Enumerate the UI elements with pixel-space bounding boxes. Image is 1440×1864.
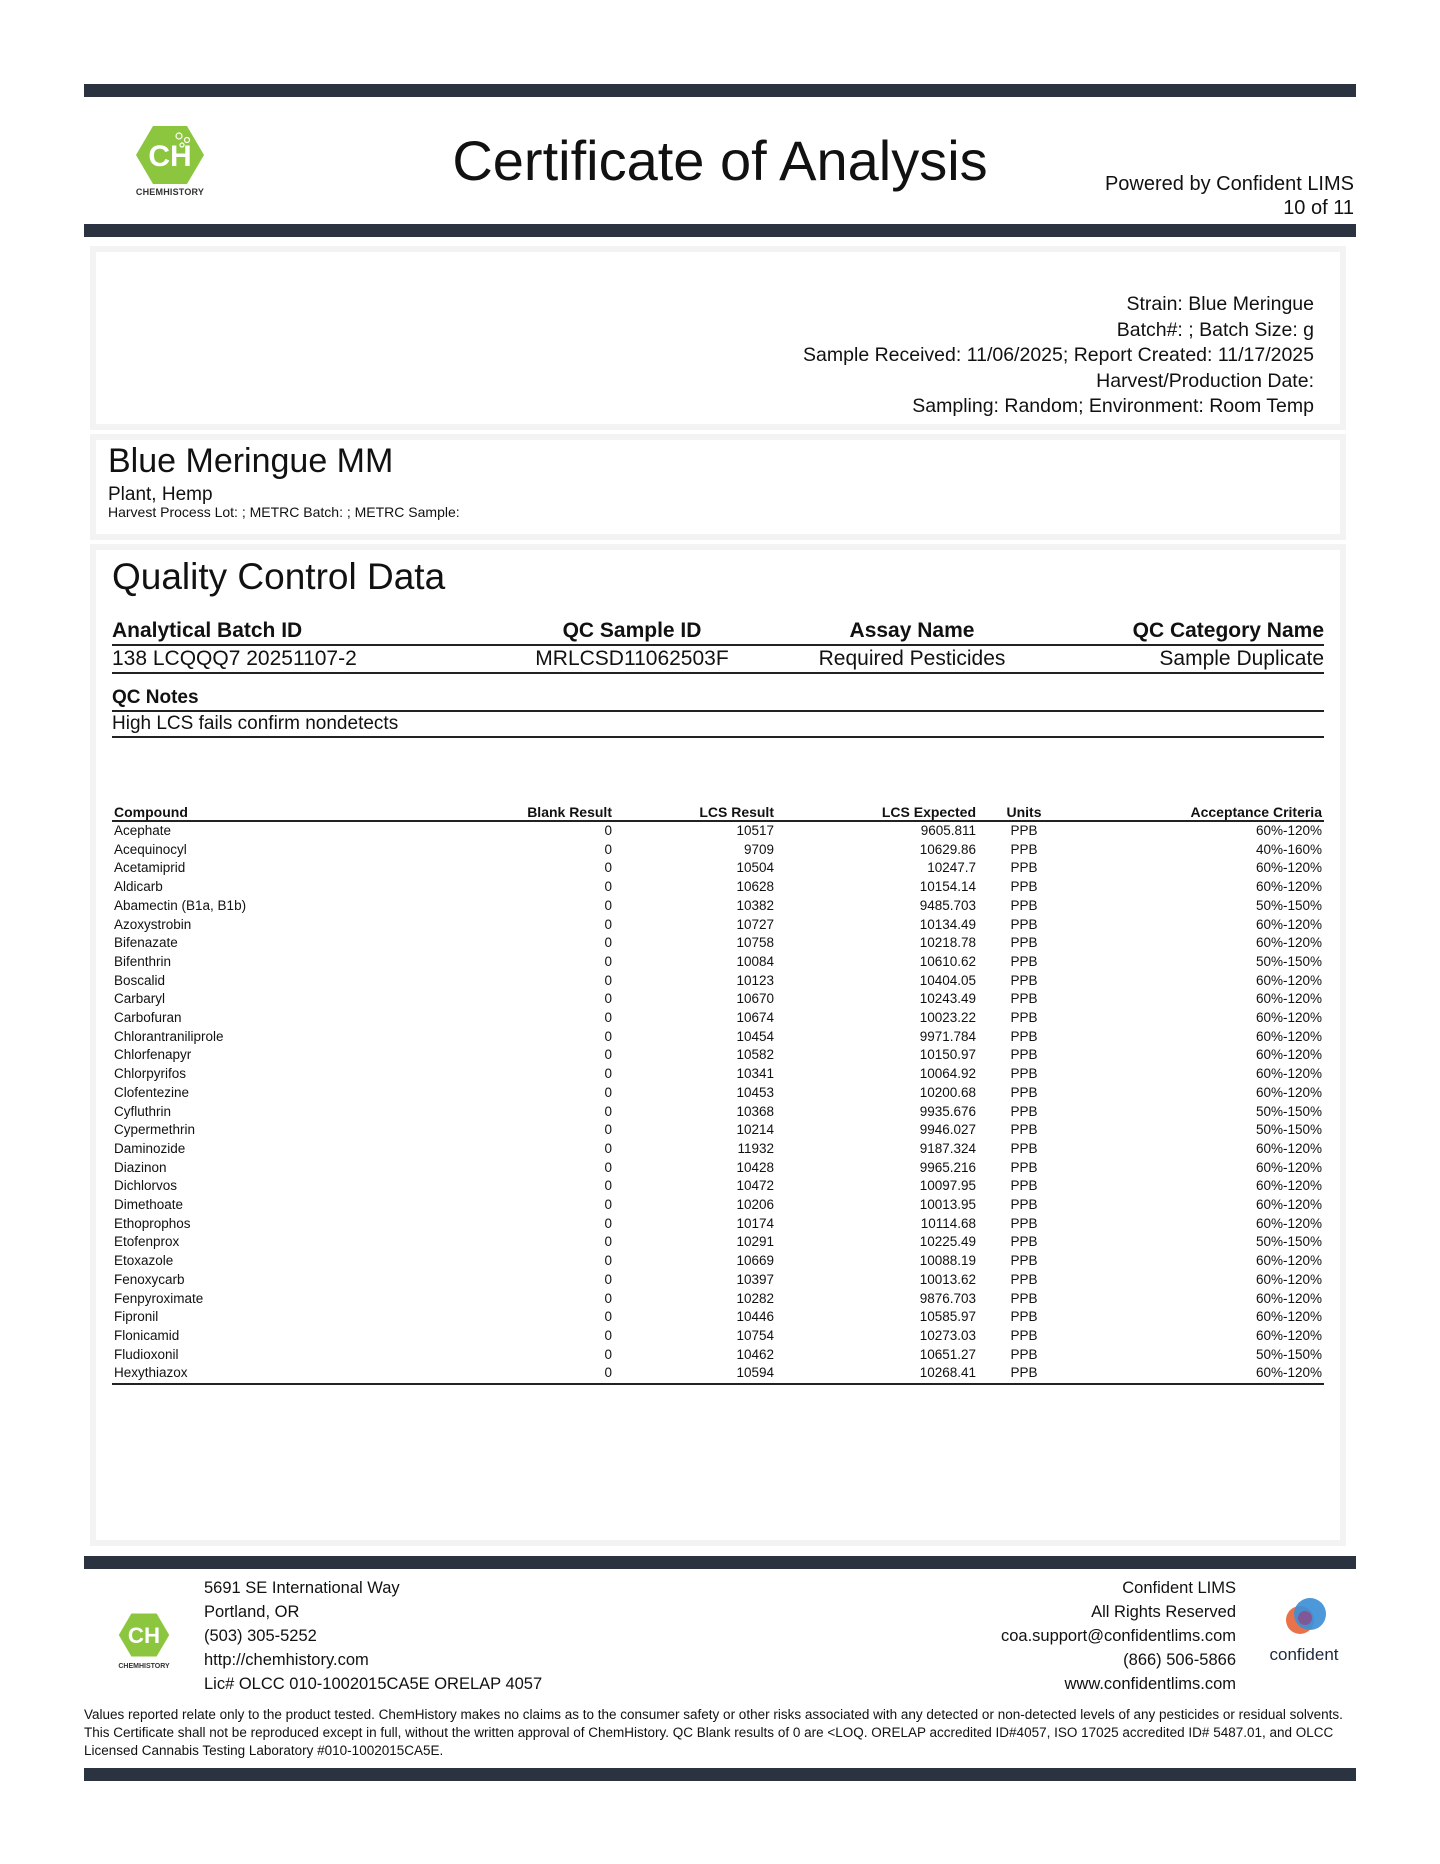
compound-cell: Etofenprox (114, 1234, 180, 1250)
acceptance-cell: 60%-120% (1255, 860, 1322, 876)
lcs-expected-cell: 10585.97 (919, 1309, 976, 1325)
blank-result-cell: 0 (604, 1010, 612, 1026)
table-row (112, 990, 1324, 1009)
col-batch-id: Analytical Batch ID (112, 619, 303, 642)
svg-text:CH: CH (127, 1623, 161, 1649)
confident-rights: All Rights Reserved (1091, 1603, 1236, 1621)
acceptance-cell: 60%-120% (1255, 1159, 1322, 1175)
acceptance-cell: 60%-120% (1255, 1066, 1322, 1082)
lcs-result-cell: 10670 (736, 991, 774, 1007)
acceptance-cell: 60%-120% (1255, 1010, 1322, 1026)
lcs-result-cell: 10341 (736, 1066, 774, 1082)
table-row (112, 1121, 1324, 1140)
qc-notes-text: High LCS fails confirm nondetects (112, 712, 1324, 738)
lcs-expected-cell: 9605.811 (920, 823, 976, 838)
lcs-result-cell: 10214 (736, 1122, 774, 1138)
lcs-expected-cell: 9876.703 (919, 1290, 976, 1306)
blank-result-cell: 0 (604, 1346, 612, 1362)
assay-name-value: Required Pesticides (818, 647, 1006, 670)
qc-notes (112, 686, 1324, 738)
lcs-expected-cell: 10023.22 (919, 1010, 976, 1026)
col-units: Units (978, 804, 1070, 821)
acceptance-cell: 40%-160% (1255, 841, 1322, 857)
blank-result-cell: 0 (604, 1290, 612, 1306)
lcs-result-cell: 10582 (736, 1047, 774, 1063)
table-row (112, 1046, 1324, 1065)
compound-cell: Abamectin (B1a, B1b) (114, 897, 247, 913)
confident-logo-icon (1278, 1594, 1330, 1638)
table-row (112, 1290, 1324, 1309)
compound-cell: Etoxazole (114, 1253, 174, 1269)
lcs-result-cell: 10454 (736, 1028, 774, 1044)
compound-cell: Fipronil (114, 1309, 159, 1325)
lcs-expected-cell: 10154.14 (919, 879, 976, 895)
compound-cell: Cypermethrin (114, 1122, 196, 1138)
blank-result-cell: 0 (604, 823, 612, 838)
lcs-result-cell: 10758 (736, 935, 774, 951)
lcs-result-cell: 10628 (736, 879, 774, 895)
lcs-expected-cell: 10013.62 (919, 1271, 976, 1287)
lcs-expected-cell: 10097.95 (919, 1178, 976, 1194)
blank-result-cell: 0 (604, 1178, 612, 1194)
compound-cell: Flonicamid (114, 1327, 180, 1343)
acceptance-cell: 60%-120% (1255, 823, 1322, 838)
units-cell: PPB (1010, 1346, 1038, 1362)
units-cell: PPB (1010, 1309, 1038, 1325)
blank-result-cell: 0 (604, 1234, 612, 1250)
acceptance-cell: 60%-120% (1255, 1047, 1322, 1063)
compound-cell: Acetamiprid (114, 860, 186, 876)
blank-result-cell: 0 (604, 841, 612, 857)
blank-result-cell: 0 (604, 1271, 612, 1287)
top-bar (84, 84, 1356, 97)
acceptance-cell: 60%-120% (1255, 1140, 1322, 1156)
lcs-result-cell: 10382 (736, 897, 774, 913)
lcs-expected-cell: 9187.324 (919, 1140, 976, 1156)
table-row (112, 841, 1324, 860)
lab-phone: (503) 305-5252 (204, 1627, 317, 1645)
units-cell: PPB (1010, 991, 1038, 1007)
units-cell: PPB (1010, 1103, 1038, 1119)
blank-result-cell: 0 (604, 1028, 612, 1044)
compound-cell: Bifenthrin (114, 953, 172, 969)
compound-cell: Dichlorvos (114, 1178, 178, 1194)
units-cell: PPB (1010, 1253, 1038, 1269)
page-title: Certificate of Analysis (452, 129, 988, 192)
units-cell: PPB (1010, 1271, 1038, 1287)
lcs-expected-cell: 10200.68 (919, 1084, 976, 1100)
disclaimer: Values reported relate only to the product tested. ChemHistory makes no claims as to the consumer safety or other risks associated with any detected or non-detected levels of any pesticides or residual solvents. This Certificate shall not be reproduced except in full, without the written approval of ChemHistory. QC Blank results of 0 are <LOQ. ORELAP accredited ID#4057, ISO 17025 accredited ID# 5487.01, and OLCC Licensed Cannabis Testing Laboratory #010-1002015CA5E. (84, 1707, 1343, 1758)
units-cell: PPB (1010, 1122, 1038, 1138)
product-type: Plant, Hemp (108, 484, 213, 505)
logo-text: CHEMHISTORY (135, 187, 205, 197)
blank-result-cell: 0 (604, 879, 612, 895)
footer-logo-icon (118, 1612, 170, 1658)
compound-cell: Acephate (114, 823, 172, 838)
table-row (112, 1215, 1324, 1234)
acceptance-cell: 60%-120% (1255, 991, 1322, 1007)
confident-logo-text: confident (1269, 1645, 1339, 1664)
lcs-result-cell: 10669 (736, 1253, 774, 1269)
acceptance-cell: 60%-120% (1255, 879, 1322, 895)
svg-text:CH: CH (148, 140, 192, 173)
table-row (112, 1271, 1324, 1290)
qc-category-value: Sample Duplicate (1159, 647, 1324, 670)
footer-logo-text: CHEMHISTORY (118, 1663, 170, 1670)
blank-result-cell: 0 (604, 1253, 612, 1269)
table-row (112, 1233, 1324, 1252)
product-lot: Harvest Process Lot: ; METRC Batch: ; METRC Sample: (108, 504, 460, 520)
units-cell: PPB (1010, 1084, 1038, 1100)
lcs-result-cell: 10504 (736, 860, 774, 876)
col-assay-name: Assay Name (849, 619, 975, 642)
lcs-expected-cell: 9935.676 (919, 1103, 976, 1119)
lcs-result-cell: 10727 (736, 916, 774, 932)
batch-id-value: 138 LCQQQ7 20251107-2 (112, 647, 357, 670)
compound-cell: Boscalid (114, 972, 166, 988)
table-row (112, 1084, 1324, 1103)
lcs-expected-cell: 9485.703 (919, 897, 976, 913)
lcs-result-cell: 10594 (614, 1364, 776, 1384)
lcs-result-cell: 10084 (736, 953, 774, 969)
units-cell: PPB (1010, 1028, 1038, 1044)
lcs-result-cell: 10123 (736, 972, 774, 988)
blank-result-cell: 0 (604, 1140, 612, 1156)
compound-cell: Aldicarb (114, 879, 163, 895)
table-header-row (112, 804, 1324, 821)
col-qc-category: QC Category Name (1132, 619, 1324, 642)
acceptance-cell: 50%-150% (1255, 1234, 1322, 1250)
units-cell: PPB (1010, 897, 1038, 913)
units-cell: PPB (1010, 1234, 1038, 1250)
units-cell: PPB (1010, 860, 1038, 876)
units-cell: PPB (1010, 841, 1038, 857)
compound-cell: Diazinon (114, 1159, 167, 1175)
compound-table (112, 804, 1324, 1385)
qc-notes-label: QC Notes (112, 686, 1324, 712)
lcs-result-cell: 10397 (736, 1271, 774, 1287)
table-row (112, 1327, 1324, 1346)
lcs-expected-cell: 9946.027 (919, 1122, 976, 1138)
col-qc-sample-id: QC Sample ID (562, 619, 702, 642)
qc-summary (112, 618, 1324, 674)
lcs-expected-cell: 10225.49 (919, 1234, 976, 1250)
footer-bar (84, 1556, 1356, 1569)
lcs-expected-cell: 10114.68 (920, 1215, 976, 1231)
lcs-expected-cell: 10651.27 (919, 1346, 976, 1362)
harvest-date: Harvest/Production Date: (1096, 369, 1314, 392)
units-cell: PPB (1010, 972, 1038, 988)
compound-cell: Azoxystrobin (114, 916, 192, 932)
table-row (112, 1159, 1324, 1178)
lcs-expected-cell: 10013.95 (919, 1197, 976, 1213)
table-row (112, 1140, 1324, 1159)
units-cell: PPB (1010, 1066, 1038, 1082)
units-cell: PPB (1010, 935, 1038, 951)
blank-result-cell: 0 (604, 1197, 612, 1213)
acceptance-cell: 50%-150% (1255, 897, 1322, 913)
compound-cell: Cyfluthrin (114, 1103, 172, 1119)
compound-cell: Dimethoate (114, 1197, 184, 1213)
units-cell: PPB (1010, 1215, 1038, 1231)
compound-table-body (112, 821, 1324, 1384)
blank-result-cell: 0 (604, 1066, 612, 1082)
blank-result-cell: 0 (604, 972, 612, 988)
sample-meta (803, 292, 1314, 420)
col-acceptance: Acceptance Criteria (1070, 804, 1324, 821)
confident-phone: (866) 506-5866 (1123, 1651, 1236, 1669)
confident-email-link[interactable]: coa.support@confidentlims.com (1000, 1627, 1236, 1645)
acceptance-cell: 50%-150% (1255, 953, 1322, 969)
acceptance-cell: 50%-150% (1255, 1346, 1322, 1362)
lcs-expected-cell: 10404.05 (919, 972, 976, 988)
compound-cell: Clofentezine (114, 1084, 190, 1100)
lcs-result-cell: 10462 (736, 1346, 774, 1362)
confident-website-link[interactable]: www.confidentlims.com (1064, 1675, 1236, 1693)
table-row (112, 1028, 1324, 1047)
powered-by-text: Powered by Confident LIMS (1104, 173, 1354, 195)
bottom-bar (84, 1768, 1356, 1781)
lcs-result-cell: 9709 (743, 841, 774, 857)
lcs-result-cell: 10674 (736, 1010, 774, 1026)
acceptance-cell: 60%-120% (1070, 1364, 1324, 1384)
blank-result-cell: 0 (604, 1122, 612, 1138)
table-row (112, 1196, 1324, 1215)
units-cell: PPB (1010, 823, 1038, 838)
blank-result-cell: 0 (604, 1215, 612, 1231)
units-cell: PPB (1010, 1140, 1038, 1156)
qc-summary-values (112, 646, 1324, 674)
lcs-expected-cell: 10629.86 (919, 841, 976, 857)
blank-result-cell: 0 (500, 1364, 614, 1384)
table-row (112, 972, 1324, 991)
blank-result-cell: 0 (604, 1103, 612, 1119)
sampling: Sampling: Random; Environment: Room Temp (912, 395, 1314, 417)
lcs-result-cell: 10517 (736, 823, 774, 838)
product-name: Blue Meringue MM (108, 442, 394, 480)
lcs-expected-cell: 10134.49 (919, 916, 976, 932)
units-cell: PPB (1010, 1010, 1038, 1026)
address-line: Portland, OR (204, 1603, 300, 1621)
confident-info (1001, 1576, 1236, 1696)
table-row (112, 1177, 1324, 1196)
acceptance-cell: 60%-120% (1255, 935, 1322, 951)
acceptance-cell: 60%-120% (1255, 1084, 1322, 1100)
lcs-expected-cell: 10218.78 (919, 935, 976, 951)
lcs-result-cell: 10291 (736, 1234, 774, 1250)
acceptance-cell: 50%-150% (1255, 1103, 1322, 1119)
units-cell: PPB (1010, 1327, 1038, 1343)
confident-name: Confident LIMS (1122, 1579, 1236, 1597)
lcs-expected-cell: 10088.19 (919, 1253, 976, 1269)
compound-cell: Fludioxonil (114, 1346, 179, 1362)
table-row (112, 1065, 1324, 1084)
acceptance-cell: 60%-120% (1255, 1290, 1322, 1306)
table-row (112, 1252, 1324, 1271)
blank-result-cell: 0 (604, 991, 612, 1007)
lab-address (204, 1576, 542, 1696)
compound-cell: Chlorpyrifos (114, 1066, 187, 1082)
compound-cell: Fenoxycarb (114, 1271, 185, 1287)
acceptance-cell: 60%-120% (1255, 1178, 1322, 1194)
lcs-result-cell: 10453 (736, 1084, 774, 1100)
units-cell: PPB (1010, 916, 1038, 932)
lcs-expected-cell: 10268.41 (776, 1364, 978, 1384)
qc-title: Quality Control Data (112, 556, 446, 597)
units-cell: PPB (1010, 1290, 1038, 1306)
compound-cell: Fenpyroximate (114, 1290, 204, 1306)
qc-summary-header (112, 618, 1324, 646)
table-row (112, 821, 1324, 841)
lcs-result-cell: 10446 (736, 1309, 774, 1325)
blank-result-cell: 0 (604, 953, 612, 969)
table-row (112, 1346, 1324, 1365)
table-row (112, 1364, 1324, 1384)
acceptance-cell: 60%-120% (1255, 1327, 1322, 1343)
acceptance-cell: 60%-120% (1255, 916, 1322, 932)
compound-cell: Chlorantraniliprole (114, 1028, 224, 1044)
units-cell: PPB (1010, 879, 1038, 895)
footer-chemhistory-logo (114, 1612, 174, 1670)
lcs-result-cell: 10472 (736, 1178, 774, 1194)
table-row (112, 1103, 1324, 1122)
blank-result-cell: 0 (604, 1084, 612, 1100)
col-lcs-expected: LCS Expected (776, 804, 978, 821)
table-row (112, 953, 1324, 972)
page-number: 10 of 11 (1283, 197, 1354, 219)
blank-result-cell: 0 (604, 860, 612, 876)
address-line: 5691 SE International Way (204, 1579, 400, 1597)
table-row (112, 1308, 1324, 1327)
compound-cell: Carbaryl (114, 991, 166, 1007)
batch: Batch#: ; Batch Size: g (1116, 318, 1314, 341)
blank-result-cell: 0 (604, 1047, 612, 1063)
lcs-expected-cell: 10610.62 (919, 953, 976, 969)
blank-result-cell: 0 (604, 935, 612, 951)
dates: Sample Received: 11/06/2025; Report Created: 11/17/2025 (803, 344, 1314, 366)
table-row (112, 897, 1324, 916)
lcs-expected-cell: 10064.92 (919, 1066, 976, 1082)
qc-panel (96, 550, 1340, 1540)
acceptance-cell: 50%-150% (1255, 1122, 1322, 1138)
product-panel (96, 440, 1340, 534)
units-cell: PPB (1010, 1047, 1038, 1063)
acceptance-cell: 60%-120% (1255, 972, 1322, 988)
lcs-expected-cell: 10150.97 (919, 1047, 976, 1063)
blank-result-cell: 0 (604, 1159, 612, 1175)
units-cell: PPB (1010, 1178, 1038, 1194)
lcs-result-cell: 10174 (736, 1215, 774, 1231)
table-row (112, 1009, 1324, 1028)
lcs-result-cell: 10368 (736, 1103, 774, 1119)
lab-website-link[interactable]: http://chemhistory.com (204, 1651, 369, 1669)
table-row (112, 916, 1324, 935)
col-lcs-result: LCS Result (614, 804, 776, 821)
col-compound: Compound (112, 804, 500, 821)
lcs-expected-cell: 10247.7 (927, 860, 976, 876)
compound-cell: Ethoprophos (114, 1215, 191, 1231)
blank-result-cell: 0 (604, 916, 612, 932)
qc-sample-id-value: MRLCSD11062503F (535, 647, 729, 670)
units-cell: PPB (1010, 1159, 1038, 1175)
header-bar (84, 224, 1356, 237)
acceptance-cell: 60%-120% (1255, 1253, 1322, 1269)
compound-cell: Hexythiazox (112, 1364, 500, 1384)
acceptance-cell: 60%-120% (1255, 1309, 1322, 1325)
compound-cell: Acequinocyl (114, 841, 187, 857)
lcs-result-cell: 10754 (736, 1327, 774, 1343)
blank-result-cell: 0 (604, 1309, 612, 1325)
lcs-expected-cell: 9971.784 (919, 1028, 976, 1044)
compound-cell: Chlorfenapyr (114, 1047, 192, 1063)
lcs-expected-cell: 10243.49 (919, 991, 976, 1007)
lcs-result-cell: 10428 (736, 1159, 774, 1175)
lcs-result-cell: 10206 (736, 1197, 774, 1213)
lcs-expected-cell: 10273.03 (919, 1327, 976, 1343)
acceptance-cell: 60%-120% (1255, 1028, 1322, 1044)
lcs-expected-cell: 9965.216 (919, 1159, 976, 1175)
sample-meta-panel (96, 252, 1340, 424)
compound-cell: Bifenazate (114, 935, 178, 951)
table-row (112, 878, 1324, 897)
confident-logo (1262, 1594, 1346, 1665)
blank-result-cell: 0 (604, 897, 612, 913)
lcs-result-cell: 11932 (737, 1140, 774, 1156)
acceptance-cell: 60%-120% (1255, 1271, 1322, 1287)
powered-by (1105, 172, 1354, 220)
lcs-result-cell: 10282 (736, 1290, 774, 1306)
blank-result-cell: 0 (604, 1327, 612, 1343)
compound-cell: Carbofuran (114, 1010, 182, 1026)
table-row (112, 859, 1324, 878)
units-cell: PPB (978, 1364, 1070, 1384)
acceptance-cell: 60%-120% (1255, 1197, 1322, 1213)
strain: Strain: Blue Meringue (1126, 293, 1314, 315)
units-cell: PPB (1010, 953, 1038, 969)
table-row (112, 934, 1324, 953)
col-blank-result: Blank Result (500, 804, 614, 821)
acceptance-cell: 60%-120% (1255, 1215, 1322, 1231)
compound-cell: Daminozide (114, 1140, 186, 1156)
units-cell: PPB (1010, 1197, 1038, 1213)
lab-license: Lic# OLCC 010-1002015CA5E ORELAP 4057 (204, 1675, 543, 1693)
